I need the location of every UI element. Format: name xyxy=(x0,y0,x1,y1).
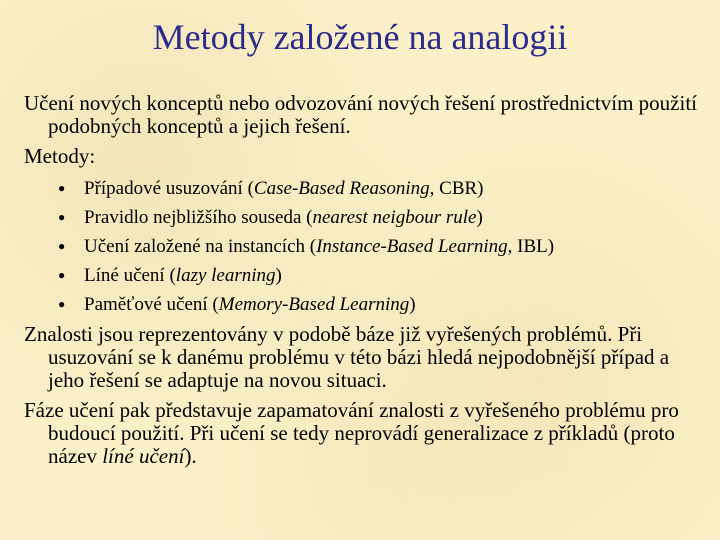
intro-paragraph: Učení nových konceptů nebo odvozování nových řešení prostřednictvím použití podobných konceptů a jejich řešení. xyxy=(24,91,697,138)
methods-label: Metody: xyxy=(24,144,96,168)
learning-phase-paragraph: Fáze učení pak představuje zapamatování znalosti z vyřešeného problému pro budoucí použití. Při učení se tedy neprovádí generalizace z příkladů (proto název líné učení). xyxy=(24,398,679,468)
list-item: ● Paměťové učení (Memory-Based Learning) xyxy=(58,290,704,319)
bullet-icon: ● xyxy=(58,239,66,253)
list-item: ● Líné učení (lazy learning) xyxy=(58,261,704,290)
bullet-icon: ● xyxy=(58,181,66,195)
bullet-icon: ● xyxy=(58,268,66,282)
bullet-icon: ● xyxy=(58,210,66,224)
slide-title: Metody založené na analogii xyxy=(152,17,568,57)
bullet-icon: ● xyxy=(58,297,66,311)
list-item: ● Učení založené na instancích (Instance-Based Learning, IBL) xyxy=(58,232,704,261)
methods-list xyxy=(24,174,704,319)
list-item: ● Případové usuzování (Case-Based Reasoning, CBR) xyxy=(58,174,704,203)
slide-content xyxy=(24,92,704,475)
knowledge-paragraph: Znalosti jsou reprezentovány v podobě báze již vyřešených problémů. Při usuzování se k danému problému v této bázi hledá nejpodobnější případ a jeho řešení se adaptuje na novou situaci. xyxy=(24,322,670,392)
list-item: ● Pravidlo nejbližšího souseda (nearest neigbour rule) xyxy=(58,203,704,232)
